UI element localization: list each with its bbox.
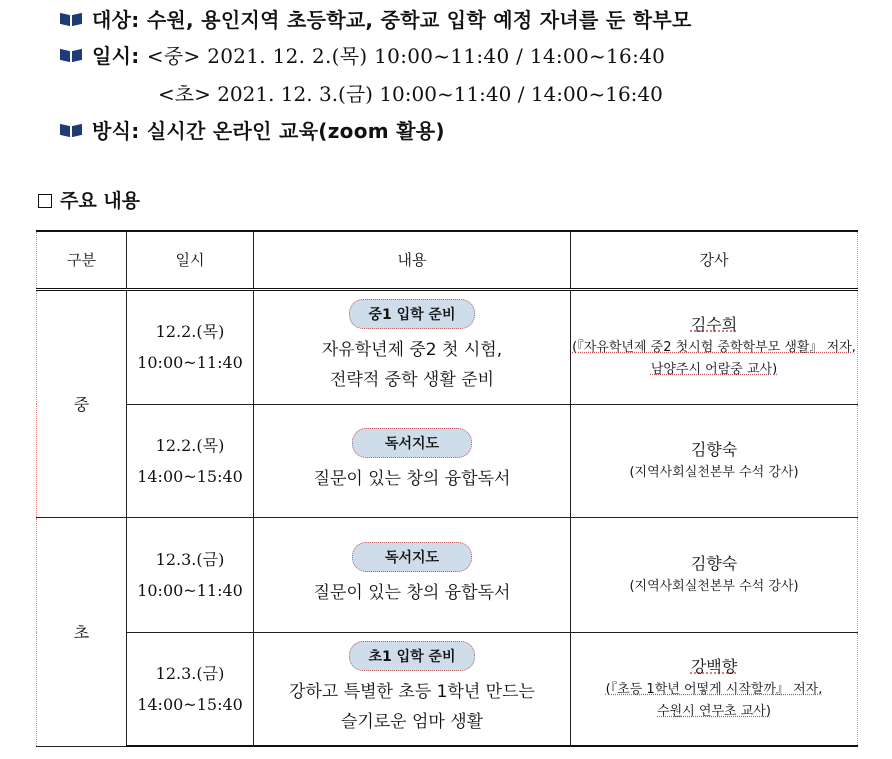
speaker-name: 강백향 xyxy=(690,656,738,676)
topic-tag: 중1 입학 준비 xyxy=(349,299,474,329)
target-value: 수원, 용인지역 초등학교, 중학교 입학 예정 자녀를 둔 학부모 xyxy=(146,8,692,32)
content-cell: 독서지도 질문이 있는 창의 융합독서 xyxy=(254,517,571,632)
speaker-name: 김수희 xyxy=(690,315,738,334)
speaker-cell: 김수희 (『자유학년제 중2 첫시험 중학학부모 생활』 저자, 남양주시 어람중 교사) xyxy=(571,289,858,404)
section-title: 주요 내용 xyxy=(38,186,140,213)
date-cell: 12.2.(목) 10:00~11:40 xyxy=(127,289,254,404)
content-cell: 중1 입학 준비 자유학년제 중2 첫 시험, 전략적 중학 생활 준비 xyxy=(254,289,571,404)
schedule-table xyxy=(36,230,858,747)
topic-tag: 초1 입학 준비 xyxy=(349,641,474,671)
date-line-2: <초> 2021. 12. 3.(금) 10:00~11:40 / 14:00~16:40 xyxy=(158,82,663,106)
header-date: 일시 xyxy=(127,231,254,289)
info-target: 대상: 수원, 용인지역 초등학교, 중학교 입학 예정 자녀를 둔 학부모 xyxy=(60,4,692,33)
topic-tag: 독서지도 xyxy=(352,542,472,572)
info-date: 일시: <중> 2021. 12. 2.(목) 10:00~11:40 / 14:00~16:40 xyxy=(60,40,665,69)
table-header-row xyxy=(37,231,858,289)
checkbox-square-icon xyxy=(38,194,52,208)
topic-tag: 독서지도 xyxy=(352,428,472,458)
book-icon xyxy=(60,12,82,26)
group-middle: 중 xyxy=(37,289,127,517)
content-cell: 초1 입학 준비 강하고 특별한 초등 1학년 만드는 슬기로운 엄마 생활 xyxy=(254,632,571,746)
table-row xyxy=(37,517,858,632)
group-elementary: 초 xyxy=(37,517,127,746)
date-cell: 12.2.(목) 14:00~15:40 xyxy=(127,404,254,517)
table-row xyxy=(37,632,858,746)
header-content: 내용 xyxy=(254,231,571,289)
speaker-cell: 강백향 (『초등 1학년 어떻게 시작할까』 저자, 수원시 연무초 교사) xyxy=(571,632,858,746)
speaker-name: 김향숙 xyxy=(690,439,738,459)
date-cell: 12.3.(금) 10:00~11:40 xyxy=(127,517,254,632)
book-icon xyxy=(60,123,82,137)
speaker-name: 김향숙 xyxy=(690,553,738,573)
book-icon xyxy=(60,48,82,62)
speaker-cell: 김향숙 (지역사회실천본부 수석 강사) xyxy=(571,517,858,632)
info-method: 방식: 실시간 온라인 교육(zoom 활용) xyxy=(60,115,445,144)
table-row xyxy=(37,404,858,517)
header-category: 구분 xyxy=(37,231,127,289)
speaker-cell: 김향숙 (지역사회실천본부 수석 강사) xyxy=(571,404,858,517)
table-row xyxy=(37,289,858,404)
date-cell: 12.3.(금) 14:00~15:40 xyxy=(127,632,254,746)
date-line-1: <중> 2021. 12. 2.(목) 10:00~11:40 / 14:00~16:40 xyxy=(146,44,666,68)
header-speaker: 강사 xyxy=(571,231,858,289)
content-cell: 독서지도 질문이 있는 창의 융합독서 xyxy=(254,404,571,517)
method-value: 실시간 온라인 교육(zoom 활용) xyxy=(146,119,445,143)
